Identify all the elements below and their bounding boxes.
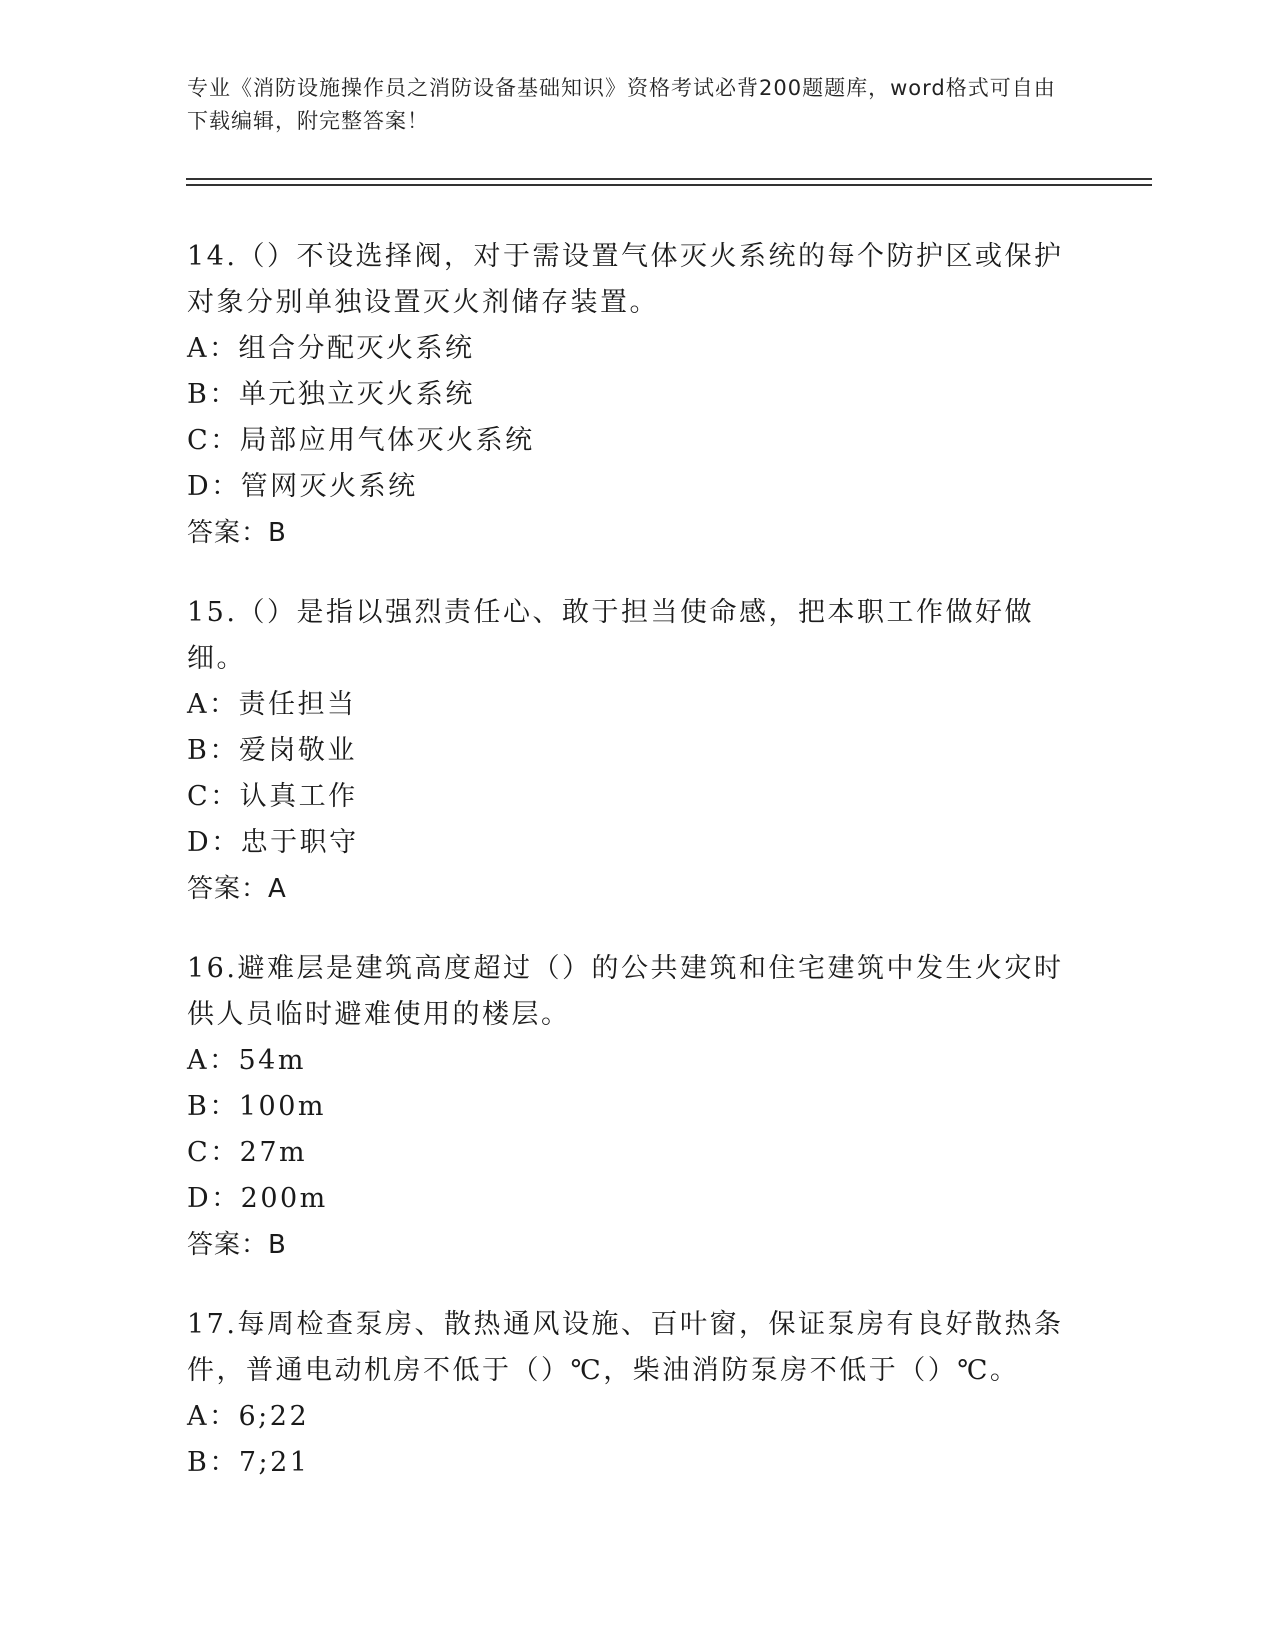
question-stem: 14.（）不设选择阀，对于需设置气体灭火系统的每个防护区或保护对象分别单独设置灭火剂储存装置。 (187, 241, 1064, 318)
option-a: A：组合分配灭火系统 (187, 333, 475, 364)
option-b: B：7;21 (187, 1447, 310, 1478)
option-b: B：爱岗敬业 (187, 735, 357, 766)
answer-line (187, 1222, 1087, 1268)
question-16 (187, 946, 1087, 1268)
answer-line (187, 510, 1087, 556)
question-15 (187, 590, 1087, 912)
question-stem: 17.每周检查泵房、散热通风设施、百叶窗，保证泵房有良好散热条件，普通电动机房不低于（）℃，柴油消防泵房不低于（）℃。 (187, 1309, 1064, 1386)
question-stem: 16.避难层是建筑高度超过（）的公共建筑和住宅建筑中发生火灾时供人员临时避难使用的楼层。 (187, 953, 1064, 1030)
answer-value: B (268, 1230, 287, 1260)
option-d: D：200m (187, 1183, 328, 1214)
option-b: B：单元独立灭火系统 (187, 379, 475, 410)
question-list (187, 234, 1087, 1520)
answer-value: B (268, 518, 287, 548)
answer-line (187, 866, 1087, 912)
question-14 (187, 234, 1087, 556)
question-17 (187, 1302, 1087, 1486)
option-c: C：27m (187, 1137, 308, 1168)
document-header (187, 72, 1067, 138)
option-b: B：100m (187, 1091, 326, 1122)
question-stem: 15.（）是指以强烈责任心、敢于担当使命感，把本职工作做好做细。 (187, 597, 1034, 674)
answer-value: A (268, 874, 287, 904)
document-title: 专业《消防设施操作员之消防设备基础知识》资格考试必背200题题库，word格式可自由下载编辑，附完整答案！ (187, 76, 1056, 133)
option-d: D：忠于职守 (187, 827, 359, 858)
header-divider-top (186, 178, 1152, 180)
answer-label: 答案： (187, 518, 269, 548)
answer-label: 答案： (187, 874, 269, 904)
option-c: C：认真工作 (187, 781, 358, 812)
option-c: C：局部应用气体灭火系统 (187, 425, 535, 456)
option-a: A：责任担当 (187, 689, 357, 720)
option-a: A：6;22 (187, 1401, 310, 1432)
answer-label: 答案： (187, 1230, 269, 1260)
header-divider-bottom (186, 184, 1152, 186)
option-d: D：管网灭火系统 (187, 471, 418, 502)
option-a: A：54m (187, 1045, 306, 1076)
